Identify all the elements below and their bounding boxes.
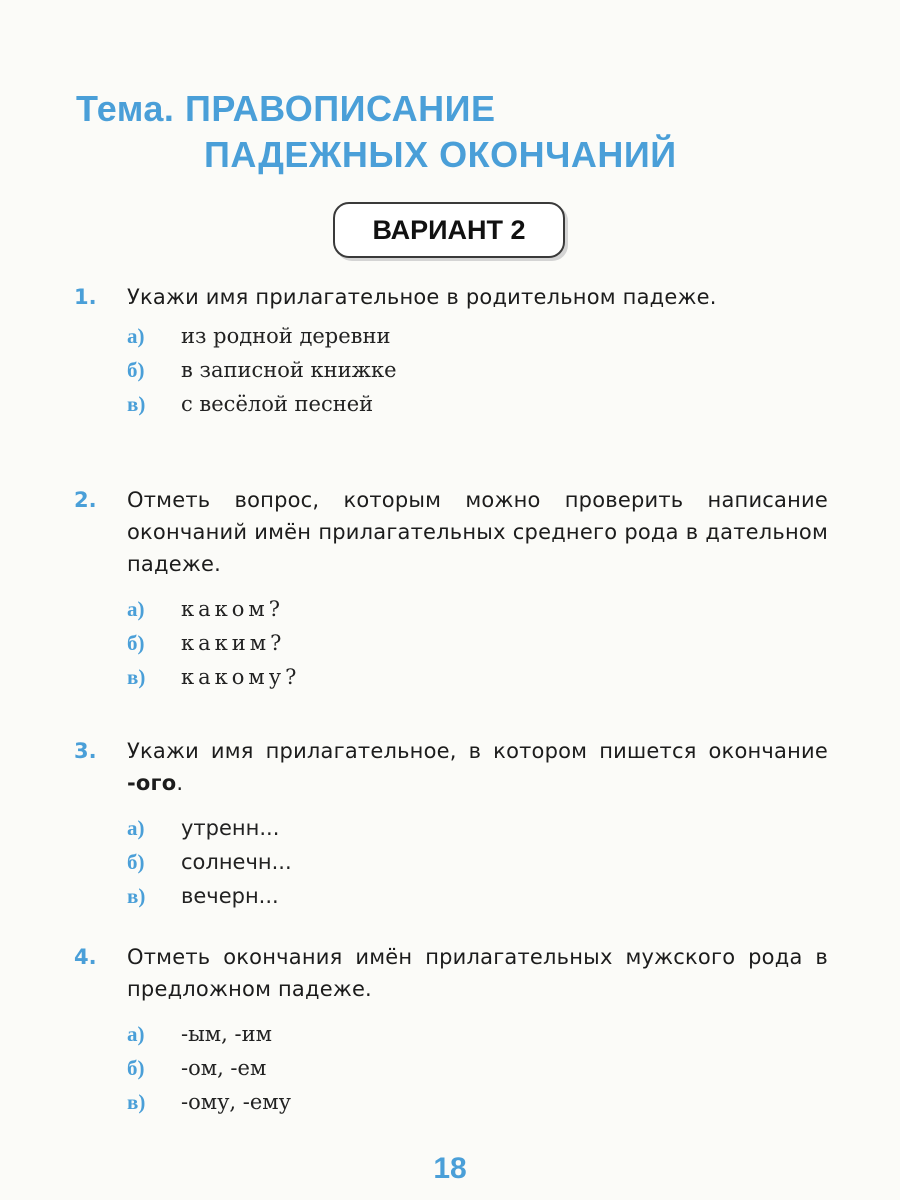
option-text: вечерн... bbox=[181, 884, 279, 908]
question-text-part: Укажи имя прилагательное, в котором пишется окончание bbox=[127, 739, 828, 763]
option-text: -ом, -ем bbox=[181, 1056, 267, 1080]
topic-line2: ПАДЕЖНЫХ ОКОНЧАНИЙ bbox=[204, 134, 677, 175]
answer-option-b[interactable] bbox=[127, 353, 828, 387]
option-letter: а) bbox=[127, 816, 145, 840]
option-letter: в) bbox=[127, 665, 146, 689]
page-title bbox=[76, 86, 677, 178]
answer-option-b[interactable] bbox=[127, 1051, 828, 1085]
answer-options bbox=[127, 811, 828, 913]
question-text: Отметь окончания имён прилагательных мужского рода в предложном падеже. bbox=[127, 945, 828, 1001]
question-text-ending: -ого bbox=[127, 771, 177, 795]
question-number: 4. bbox=[74, 945, 97, 969]
option-letter: в) bbox=[127, 884, 146, 908]
topic-line1: ПРАВОПИСАНИЕ bbox=[184, 88, 496, 129]
question-text: Укажи имя прилагательное в родительном падеже. bbox=[127, 285, 717, 309]
option-text: каком? bbox=[181, 597, 285, 621]
option-letter: б) bbox=[127, 358, 145, 382]
page-number: 18 bbox=[433, 1152, 467, 1185]
option-letter: а) bbox=[127, 1022, 145, 1046]
answer-option-b[interactable] bbox=[127, 845, 828, 879]
answer-options bbox=[127, 592, 828, 694]
answer-option-a[interactable] bbox=[127, 592, 828, 626]
answer-options bbox=[127, 1017, 828, 1119]
option-text: какому? bbox=[181, 665, 301, 689]
option-letter: б) bbox=[127, 850, 145, 874]
option-text: с весёлой песней bbox=[181, 392, 374, 416]
question-text: Отметь вопрос, которым можно проверить написание окончаний имён прилагательных среднего рода в дательном падеже. bbox=[127, 488, 828, 576]
question-number: 2. bbox=[74, 488, 97, 512]
option-text: из родной деревни bbox=[181, 324, 391, 348]
answer-option-c[interactable] bbox=[127, 879, 828, 913]
option-letter: а) bbox=[127, 324, 145, 348]
question-2 bbox=[74, 484, 828, 694]
answer-option-a[interactable] bbox=[127, 319, 828, 353]
option-text: -ому, -ему bbox=[181, 1090, 291, 1114]
option-letter: а) bbox=[127, 597, 145, 621]
answer-option-c[interactable] bbox=[127, 387, 828, 421]
answer-option-c[interactable] bbox=[127, 1085, 828, 1119]
option-text: каким? bbox=[181, 631, 286, 655]
option-letter: б) bbox=[127, 1056, 145, 1080]
answer-option-a[interactable] bbox=[127, 1017, 828, 1051]
option-text: утренн... bbox=[181, 816, 280, 840]
option-text: в записной книжке bbox=[181, 358, 397, 382]
answer-option-c[interactable] bbox=[127, 660, 828, 694]
option-text: солнечн... bbox=[181, 850, 292, 874]
question-number: 3. bbox=[74, 739, 97, 763]
answer-options bbox=[127, 319, 828, 421]
question-3 bbox=[74, 735, 828, 913]
topic-label: Тема. bbox=[76, 88, 175, 129]
answer-option-b[interactable] bbox=[127, 626, 828, 660]
question-text-part: . bbox=[176, 771, 184, 795]
variant-badge: ВАРИАНТ 2 bbox=[333, 202, 565, 258]
answer-option-a[interactable] bbox=[127, 811, 828, 845]
question-number: 1. bbox=[74, 285, 97, 309]
option-letter: в) bbox=[127, 1090, 146, 1114]
question-4 bbox=[74, 941, 828, 1119]
option-letter: в) bbox=[127, 392, 146, 416]
option-text: -ым, -им bbox=[181, 1022, 272, 1046]
question-1 bbox=[74, 281, 828, 421]
option-letter: б) bbox=[127, 631, 145, 655]
question-text bbox=[127, 735, 828, 799]
